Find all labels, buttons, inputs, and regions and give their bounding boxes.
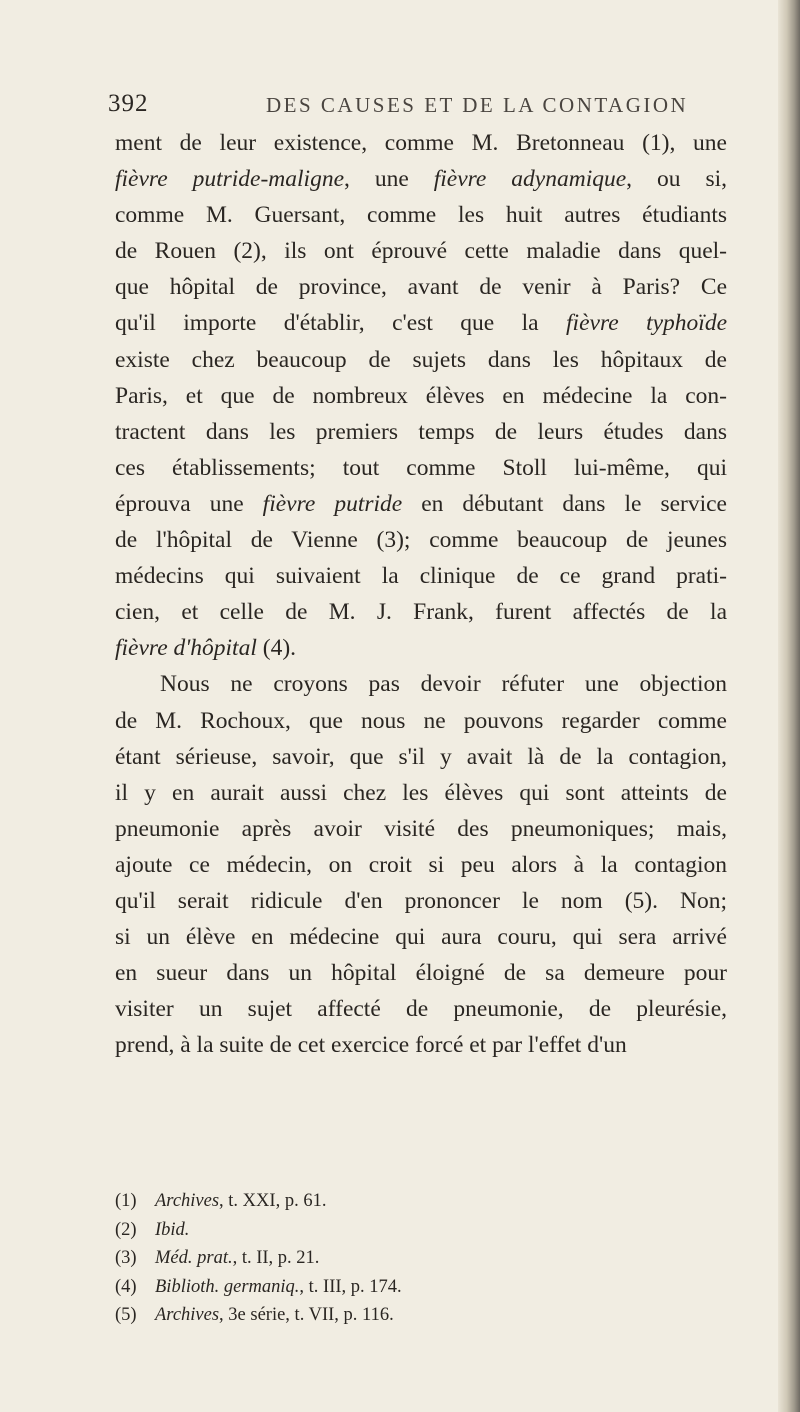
- footnote-reference: , t. III, p. 174.: [299, 1276, 402, 1297]
- page-header: [108, 90, 718, 124]
- text-segment: , ou si,: [626, 166, 727, 193]
- text-segment: qu'il serait ridicule d'en prononcer le nom (5). Non;: [115, 887, 727, 914]
- text-segment: de M. Rochoux, que nous ne pouvons regarder comme: [115, 707, 727, 734]
- text-line: [115, 197, 727, 233]
- text-segment: existe chez beaucoup de sujets dans les hôpitaux de: [115, 346, 727, 373]
- footnote-number: (1): [115, 1191, 137, 1211]
- text-line: [115, 775, 727, 811]
- text-line: [115, 305, 727, 341]
- text-line: [115, 955, 727, 991]
- footnote-reference: , t. II, p. 21.: [232, 1248, 320, 1268]
- text-segment: comme M. Guersant, comme les huit autres étudiants: [115, 202, 727, 229]
- text-segment: pneumonie après avoir visité des pneumoniques; mais,: [115, 815, 727, 842]
- text-segment: ces établissements; tout comme Stoll lui-même, qui: [115, 454, 727, 481]
- text-line: [115, 522, 727, 558]
- text-segment: médecins qui suivaient la clinique de ce grand prati-: [115, 563, 727, 590]
- italic-text: fièvre typhoïde: [566, 310, 727, 337]
- text-line: [115, 378, 727, 414]
- text-segment: éprouva une: [115, 490, 263, 517]
- text-segment: (4).: [256, 635, 297, 662]
- page-number: 392: [108, 90, 149, 117]
- text-segment: si un élève en médecine qui aura couru, qui sera arrivé: [115, 924, 727, 951]
- body-text: [115, 125, 727, 1063]
- text-segment: de l'hôpital de Vienne (3); comme beaucoup de jeunes: [115, 527, 727, 554]
- text-line: [115, 630, 727, 666]
- text-line: [115, 991, 727, 1027]
- text-segment: Nous ne croyons pas devoir réfuter une objection: [160, 671, 727, 698]
- footnote-number: (3): [115, 1248, 137, 1268]
- text-line: [115, 125, 727, 161]
- italic-text: fièvre putride-maligne: [115, 166, 344, 193]
- footnote: [115, 1273, 727, 1302]
- text-line: [115, 883, 727, 919]
- text-segment: ajoute ce médecin, on croit si peu alors à la contagion: [115, 851, 727, 878]
- text-line: [115, 703, 727, 739]
- text-line: [115, 847, 727, 883]
- page-binding-edge: [778, 0, 800, 1412]
- text-segment: , une: [344, 166, 434, 193]
- footnote: [115, 1216, 727, 1245]
- footnote-number: (5): [115, 1305, 137, 1325]
- italic-text: fièvre putride: [262, 490, 403, 517]
- text-line: [115, 161, 727, 197]
- text-line: [115, 414, 727, 450]
- text-segment: de Rouen (2), ils ont éprouvé cette maladie dans quel-: [115, 238, 727, 265]
- footnote-source: Archives: [155, 1305, 220, 1325]
- italic-text: fièvre d'hôpital: [115, 635, 257, 662]
- text-line: [115, 450, 727, 486]
- text-line: [115, 594, 727, 630]
- footnotes: [115, 1187, 727, 1330]
- text-line: [115, 666, 727, 702]
- running-title: DES CAUSES ET DE LA CONTAGION: [266, 93, 689, 117]
- text-segment: étant sérieuse, savoir, que s'il y avait là de la contagion,: [115, 743, 727, 770]
- text-segment: ment de leur existence, comme M. Bretonneau (1), une: [115, 130, 727, 156]
- footnote-source: Biblioth. germaniq.: [155, 1276, 300, 1297]
- text-segment: visiter un sujet affecté de pneumonie, de pleurésie,: [115, 996, 727, 1023]
- footnote-reference: , t. XXI, p. 61.: [219, 1191, 327, 1211]
- footnote-number: (2): [115, 1219, 137, 1240]
- text-line: [115, 342, 727, 378]
- footnote: [115, 1187, 727, 1216]
- text-segment: en sueur dans un hôpital éloigné de sa demeure pour: [115, 960, 727, 987]
- text-line: [115, 739, 727, 775]
- footnote-reference: , 3e série, t. VII, p. 116.: [219, 1305, 394, 1325]
- text-segment: tractent dans les premiers temps de leurs études dans: [115, 418, 727, 445]
- text-segment: Paris, et que de nombreux élèves en médecine la con-: [115, 382, 727, 409]
- footnote-source: Méd. prat.: [155, 1248, 233, 1268]
- footnote: [115, 1244, 727, 1273]
- footnote-number: (4): [115, 1276, 137, 1297]
- text-segment: en débutant dans le service: [402, 490, 727, 517]
- footnote: [115, 1301, 727, 1330]
- footnote-source: Ibid.: [155, 1219, 190, 1240]
- text-segment: qu'il importe d'établir, c'est que la: [115, 310, 567, 337]
- footnote-source: Archives: [155, 1191, 220, 1211]
- text-line: [115, 486, 727, 522]
- text-segment: prend, à la suite de cet exercice forcé et par l'effet d'un: [115, 1032, 627, 1059]
- text-line: [115, 269, 727, 305]
- text-segment: cien, et celle de M. J. Frank, furent affectés de la: [115, 599, 727, 626]
- text-line: [115, 558, 727, 594]
- text-line: [115, 811, 727, 847]
- italic-text: fièvre adynamique: [433, 166, 627, 193]
- text-line: [115, 233, 727, 269]
- text-line: [115, 919, 727, 955]
- text-segment: il y en aurait aussi chez les élèves qui sont atteints de: [115, 779, 727, 806]
- text-line: [115, 1027, 727, 1063]
- text-segment: que hôpital de province, avant de venir à Paris? Ce: [115, 274, 727, 301]
